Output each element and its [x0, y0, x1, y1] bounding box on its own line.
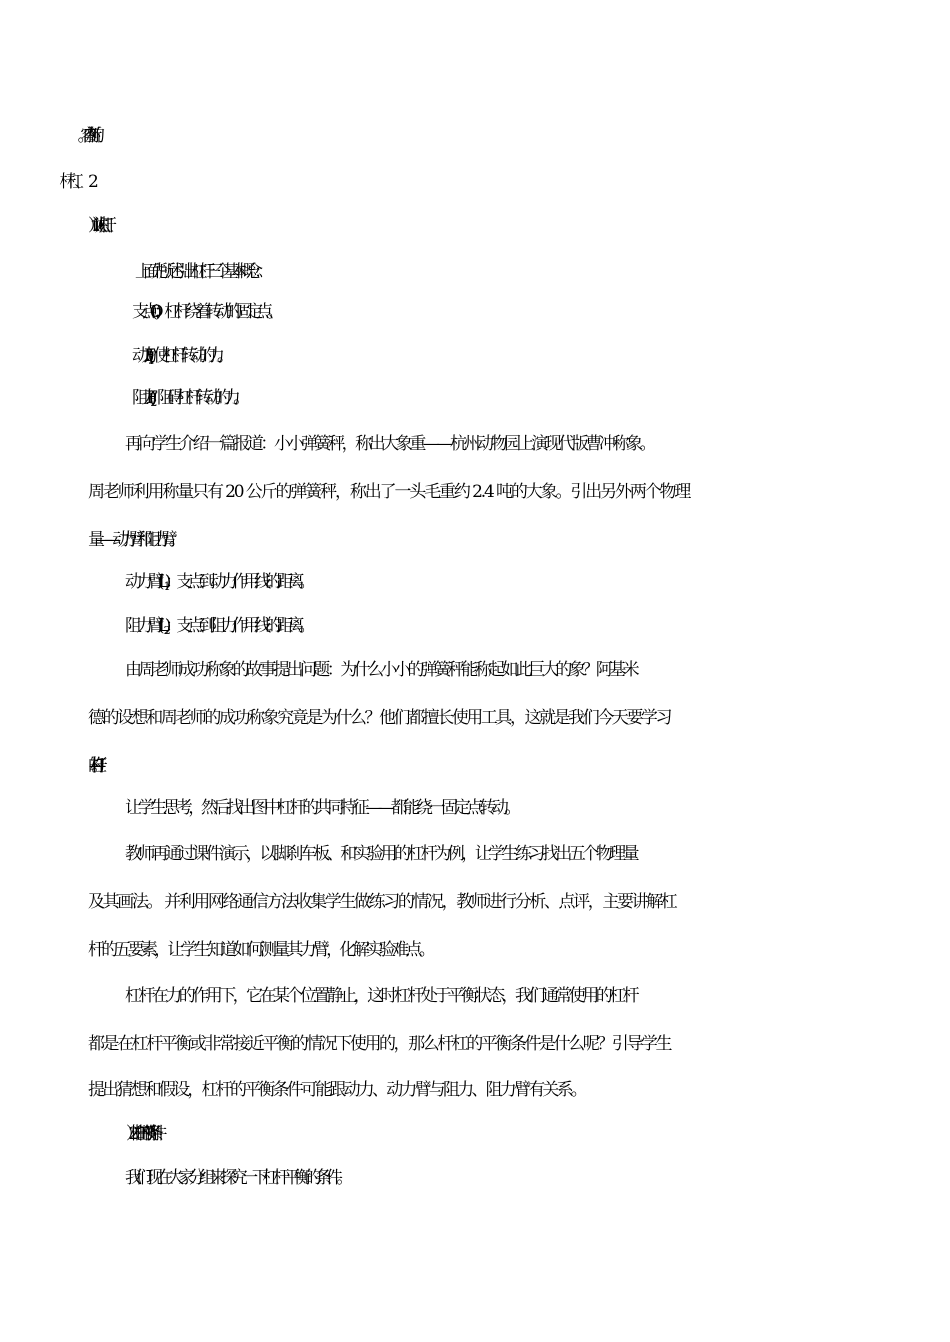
definition-resistance-force: [0, 386, 950, 410]
text-line: 教师再通过课件演示，以脚刹车板、和实验用的杠杆为例，让学生练习找出五个物理量: [125, 844, 637, 864]
section-heading: [0, 170, 950, 194]
text-line: 由周老师成功称象的故事提出问题：为什么小小的弹簧秤能称起如此巨大的象？阿基米: [125, 660, 637, 680]
definition-effort-force: [0, 344, 950, 368]
text-line: 杆的五要素，让学生知道如何测量其力臂，化解实验难点。: [88, 940, 432, 960]
text-line: 周老师利用称量只有 20 公斤的弹簧秤，称出了一头毛重约 2.4 吨的大象。引出另外两个物理: [88, 482, 690, 502]
text-line: 上面先所述引出杠杆三个基本概念：: [135, 262, 263, 282]
text-line: [0, 124, 950, 148]
text-line: 量——动力臂和阻力臂。: [88, 530, 177, 550]
text-line: 的——杠杆。: [88, 756, 93, 776]
definition-text: ) ：阻碍杠杆转动的力。: [150, 388, 243, 408]
text-line: 提出猜想和假设，杠杆的平衡条件可能跟动力、动力臂与阻力、阻力臂有关系。: [88, 1080, 585, 1100]
definition-text: ) ：使杠杆转动的力。: [147, 346, 227, 366]
subscript: 1: [163, 580, 165, 593]
definition-term: 动力 ( F: [132, 346, 148, 366]
definition-term: 阻力臂 ( L: [125, 616, 164, 636]
definition-text: ) ：支点到阻力作用线的距离。: [164, 616, 310, 636]
text-line: 再向学生介绍一篇报道：小小弹簧秤，称出大象重——杭州动物园上演现代版曹冲称象。: [125, 434, 654, 454]
subsection-heading: （1）认识杠杆: [88, 216, 103, 236]
subscript: 2: [163, 624, 165, 637]
text-line: 让学生思考，然后找出图中杠杆的共同特征——都能绕一固定点转动。: [125, 798, 518, 818]
definition-fulcrum: 支点 ( O ) ：杠杆绕着转动的固定点。: [132, 302, 277, 322]
definition-resistance-arm: [0, 614, 950, 638]
text-line: 德的设想和周老师的成功称象究竟是为什么？他们都擅长使用工具，这就是我们今天要学习: [88, 708, 670, 728]
text-line: 我们现在大家分组来探究一下杠杆平衡的条件。: [125, 1168, 347, 1188]
text-line: 杠杆在力的作用下，它在某个位置静止，这时杠杆处于平衡状态，我们通常使用的杠杆: [125, 986, 637, 1006]
subsection-heading: （2）杆杠的平衡条件: [125, 1124, 154, 1144]
definition-term: 阻力 ( F: [132, 388, 151, 408]
definition-term: 动力臂 ( L: [125, 572, 164, 592]
definition-text: ) ：支点到动力作用线的距离。: [164, 572, 310, 592]
text-line: 及其画法。 并利用网络通信方法收集学生做练习的情况，教师进行分析、点评，主要讲解杠: [88, 892, 676, 912]
text-line: 都是在杠杆平衡或非常接近平衡的情况下使用的，那么杆杠的平衡条件是什么呢？引导学生: [88, 1034, 670, 1054]
definition-effort-arm: [0, 570, 950, 594]
